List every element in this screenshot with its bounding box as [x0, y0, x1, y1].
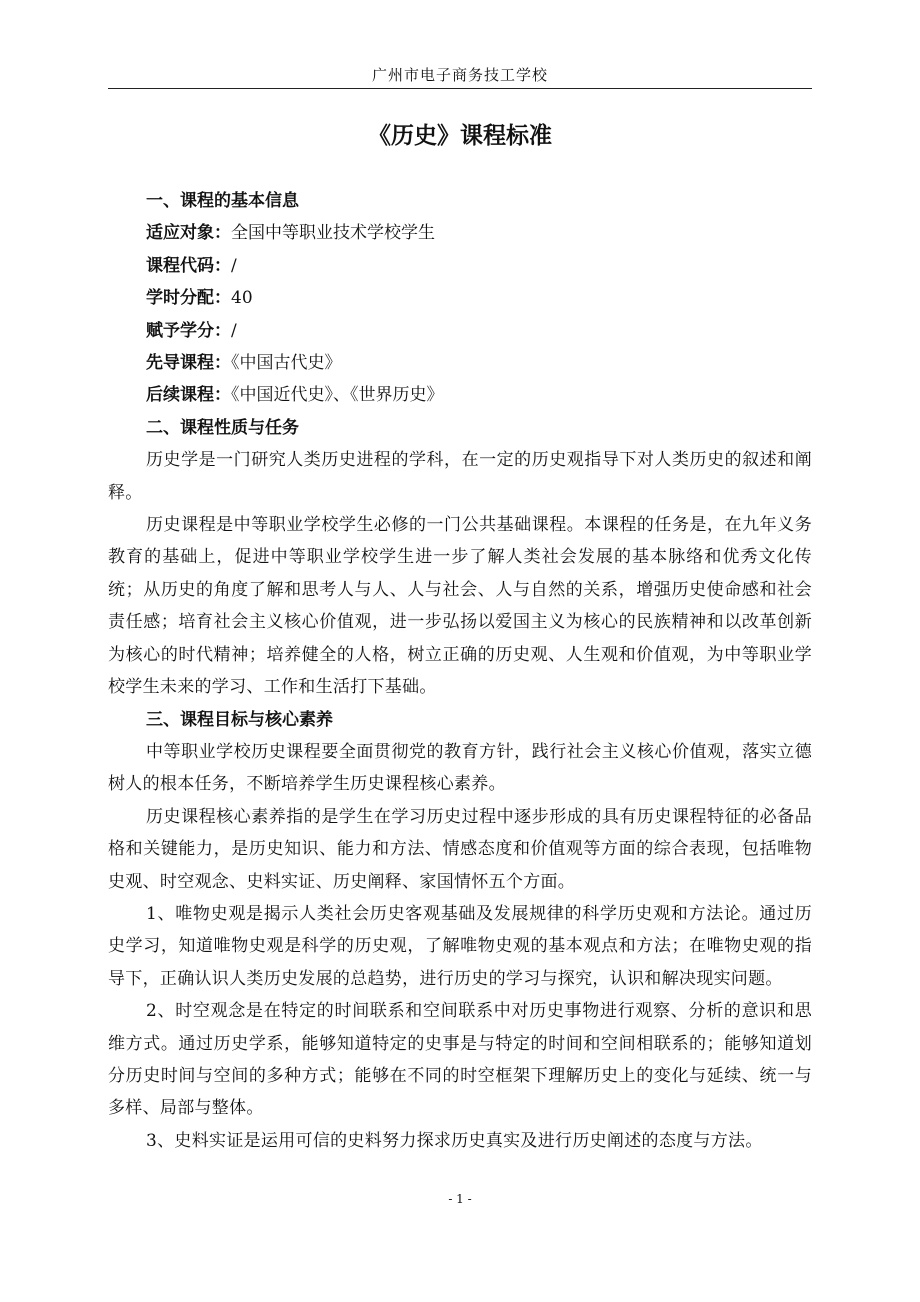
paragraph: 中等职业学校历史课程要全面贯彻党的教育方针，践行社会主义核心价值观，落实立德树人的根本任务，不断培养学生历史课程核心素养。	[108, 741, 812, 795]
info-row-credits	[108, 315, 812, 347]
info-label: 先导课程：	[146, 353, 231, 374]
header-rule	[108, 88, 812, 89]
paragraph: 历史课程核心素养指的是学生在学习历史过程中逐步形成的具有历史课程特征的必备品格和关键能力，是历史知识、能力和方法、情感态度和价值观等方面的综合表现，包括唯物史观、时空观念、史料实证、历史阐释、家国情怀五个方面。	[108, 806, 812, 892]
info-label: 课程代码：	[146, 255, 231, 276]
document-title: 《历史》课程标准	[368, 123, 552, 149]
info-value: /	[231, 255, 237, 276]
info-label: 后续课程：	[146, 385, 231, 406]
section-heading-basic-info: 一、课程的基本信息	[146, 191, 299, 211]
page-number: - 1 -	[448, 1192, 472, 1206]
info-label: 学时分配：	[146, 288, 231, 309]
info-value: 40	[231, 288, 253, 309]
paragraph: 历史课程是中等职业学校学生必修的一门公共基础课程。本课程的任务是，在九年义务教育的基础上，促进中等职业学校学生进一步了解人类社会发展的基本脉络和优秀文化传统；从历史的角度了解和思考人与人、人与社会、人与自然的关系，增强历史使命感和社会责任感；培育社会主义核心价值观，进一步弘扬以爱国主义为核心的民族精神和以改革创新为核心的时代精神；培养健全的人格，树立正确的历史观、人生观和价值观，为中等职业学校学生未来的学习、工作和生活打下基础。	[108, 515, 812, 698]
paragraph: 1、唯物史观是揭示人类社会历史客观基础及发展规律的科学历史观和方法论。通过历史学习，知道唯物史观是科学的历史观，了解唯物史观的基本观点和方法；在唯物史观的指导下，正确认识人类历史发展的总趋势，进行历史的学习与探究，认识和解决现实问题。	[108, 903, 812, 989]
info-value: 《中国近代史》、《世界历史》	[231, 385, 444, 406]
info-label: 赋予学分：	[146, 320, 231, 341]
info-row-code	[108, 250, 812, 282]
section-heading-nature-task: 二、课程性质与任务	[146, 417, 299, 438]
info-row-hours	[108, 282, 812, 314]
info-value: 《中国古代史》	[231, 353, 342, 374]
info-row-prerequisite	[108, 347, 812, 379]
info-value: 全国中等职业技术学校学生	[231, 223, 435, 244]
paragraph: 3、史料实证是运用可信的史料努力探求历史真实及进行历史阐述的态度与方法。	[146, 1130, 763, 1151]
info-row-followup	[108, 379, 812, 411]
document-body	[108, 185, 812, 1157]
paragraph: 历史学是一门研究人类历史进程的学科，在一定的历史观指导下对人类历史的叙述和阐释。	[108, 450, 812, 503]
running-header-school: 广州市电子商务技工学校	[371, 66, 548, 84]
info-label: 适应对象：	[146, 223, 231, 244]
section-heading-goals-literacy: 三、课程目标与核心素养	[146, 709, 333, 730]
info-row-audience	[108, 217, 812, 249]
info-value: /	[231, 320, 237, 341]
paragraph: 2、时空观念是在特定的时间联系和空间联系中对历史事物进行观察、分析的意识和思维方式。通过历史学系，能够知道特定的史事是与特定的时间和空间相联系的；能够知道划分历史时间与空间的多种方式；能够在不同的时空框架下理解历史上的变化与延续、统一与多样、局部与整体。	[108, 1001, 812, 1119]
